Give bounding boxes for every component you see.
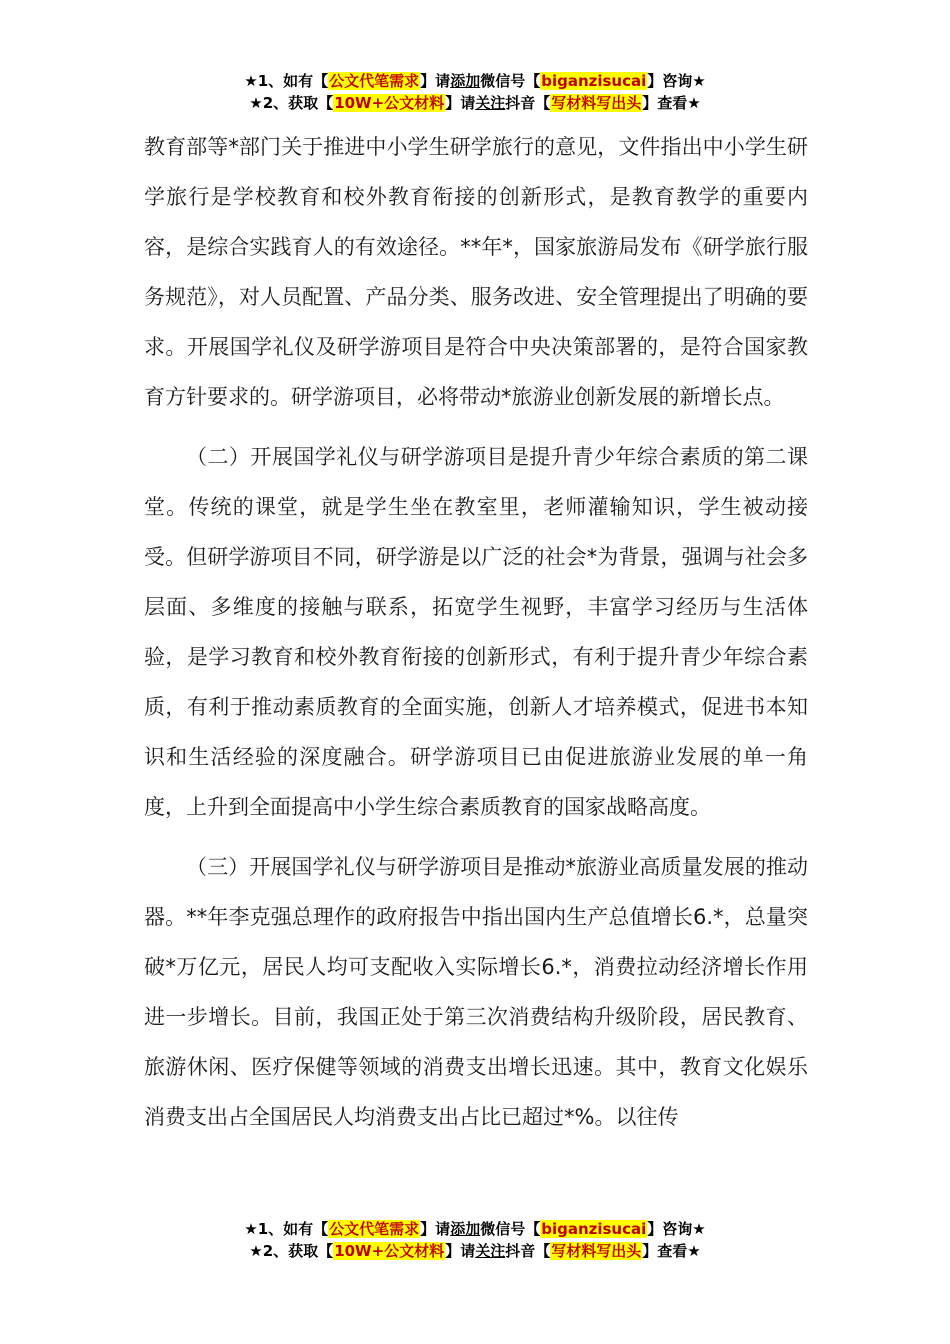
header-text: 】请 <box>445 94 476 112</box>
highlight-text: 10W+公文材料 <box>334 94 445 112</box>
header-text: 抖音【 <box>505 94 551 112</box>
paragraph: （三）开展国学礼仪与研学游项目是推动*旅游业高质量发展的推动器。**年李克强总理作的政府报告中指出国内生产总值增长6.*，总量突破*万亿元，居民人均可支配收入实际增长6.*，消费拉动经济增长作用进一步增长。目前，我国正处于第三次消费结构升级阶段，居民教育、旅游休闲、医疗保健等领域的消费支出增长迅速。其中，教育文化娱乐消费支出占全国居民人均消费支出占比已超过*%。以往传 <box>144 855 808 1129</box>
highlight-text: 10W+公文材料 <box>334 1242 445 1260</box>
header-text: ★1、如有【 <box>244 72 329 90</box>
underlined-text: 关注 <box>475 94 506 112</box>
footer-text: 抖音【 <box>505 1242 551 1260</box>
header-line-2 <box>0 92 950 114</box>
footer-line-1 <box>0 1218 950 1240</box>
highlight-text: 写材料写出头 <box>551 1242 642 1260</box>
highlight-text: 公文代笔需求 <box>329 72 420 90</box>
highlight-text: biganzisucai <box>541 72 647 90</box>
underlined-text: 关注 <box>475 1242 506 1260</box>
header-line-1 <box>0 70 950 92</box>
header-text: 】查看★ <box>642 94 701 112</box>
footer-text: 】查看★ <box>642 1242 701 1260</box>
header-banner <box>0 70 950 114</box>
footer-text: 】咨询★ <box>647 1220 706 1238</box>
footer-line-2 <box>0 1240 950 1262</box>
highlight-text: 写材料写出头 <box>551 94 642 112</box>
header-text: 】请 <box>420 72 451 90</box>
header-text: 微信号【 <box>480 72 541 90</box>
header-text: ★2、获取【 <box>249 94 334 112</box>
footer-text: 】请 <box>420 1220 451 1238</box>
highlight-text: 公文代笔需求 <box>329 1220 420 1238</box>
underlined-text: 添加 <box>450 72 481 90</box>
document-body <box>144 122 808 1142</box>
header-text: 】咨询★ <box>647 72 706 90</box>
footer-banner <box>0 1218 950 1262</box>
paragraph: 教育部等*部门关于推进中小学生研学旅行的意见，文件指出中小学生研学旅行是学校教育和校外教育衔接的创新形式，是教育教学的重要内容，是综合实践育人的有效途径。**年*，国家旅游局发布《研学旅行服务规范》，对人员配置、产品分类、服务改进、安全管理提出了明确的要求。开展国学礼仪及研学游项目是符合中央决策部署的，是符合国家教育方针要求的。研学游项目，必将带动*旅游业创新发展的新增长点。 <box>144 135 808 409</box>
underlined-text: 添加 <box>450 1220 481 1238</box>
footer-text: ★2、获取【 <box>249 1242 334 1260</box>
highlight-text: biganzisucai <box>541 1220 647 1238</box>
footer-text: 】请 <box>445 1242 476 1260</box>
paragraph: （二）开展国学礼仪与研学游项目是提升青少年综合素质的第二课堂。传统的课堂，就是学生坐在教室里，老师灌输知识，学生被动接受。但研学游项目不同，研学游是以广泛的社会*为背景，强调与社会多层面、多维度的接触与联系，拓宽学生视野，丰富学习经历与生活体验，是学习教育和校外教育衔接的创新形式，有利于提升青少年综合素质，有利于推动素质教育的全面实施，创新人才培养模式，促进书本知识和生活经验的深度融合。研学游项目已由促进旅游业发展的单一角度，上升到全面提高中小学生综合素质教育的国家战略高度。 <box>144 445 808 819</box>
footer-text: ★1、如有【 <box>244 1220 329 1238</box>
footer-text: 微信号【 <box>480 1220 541 1238</box>
